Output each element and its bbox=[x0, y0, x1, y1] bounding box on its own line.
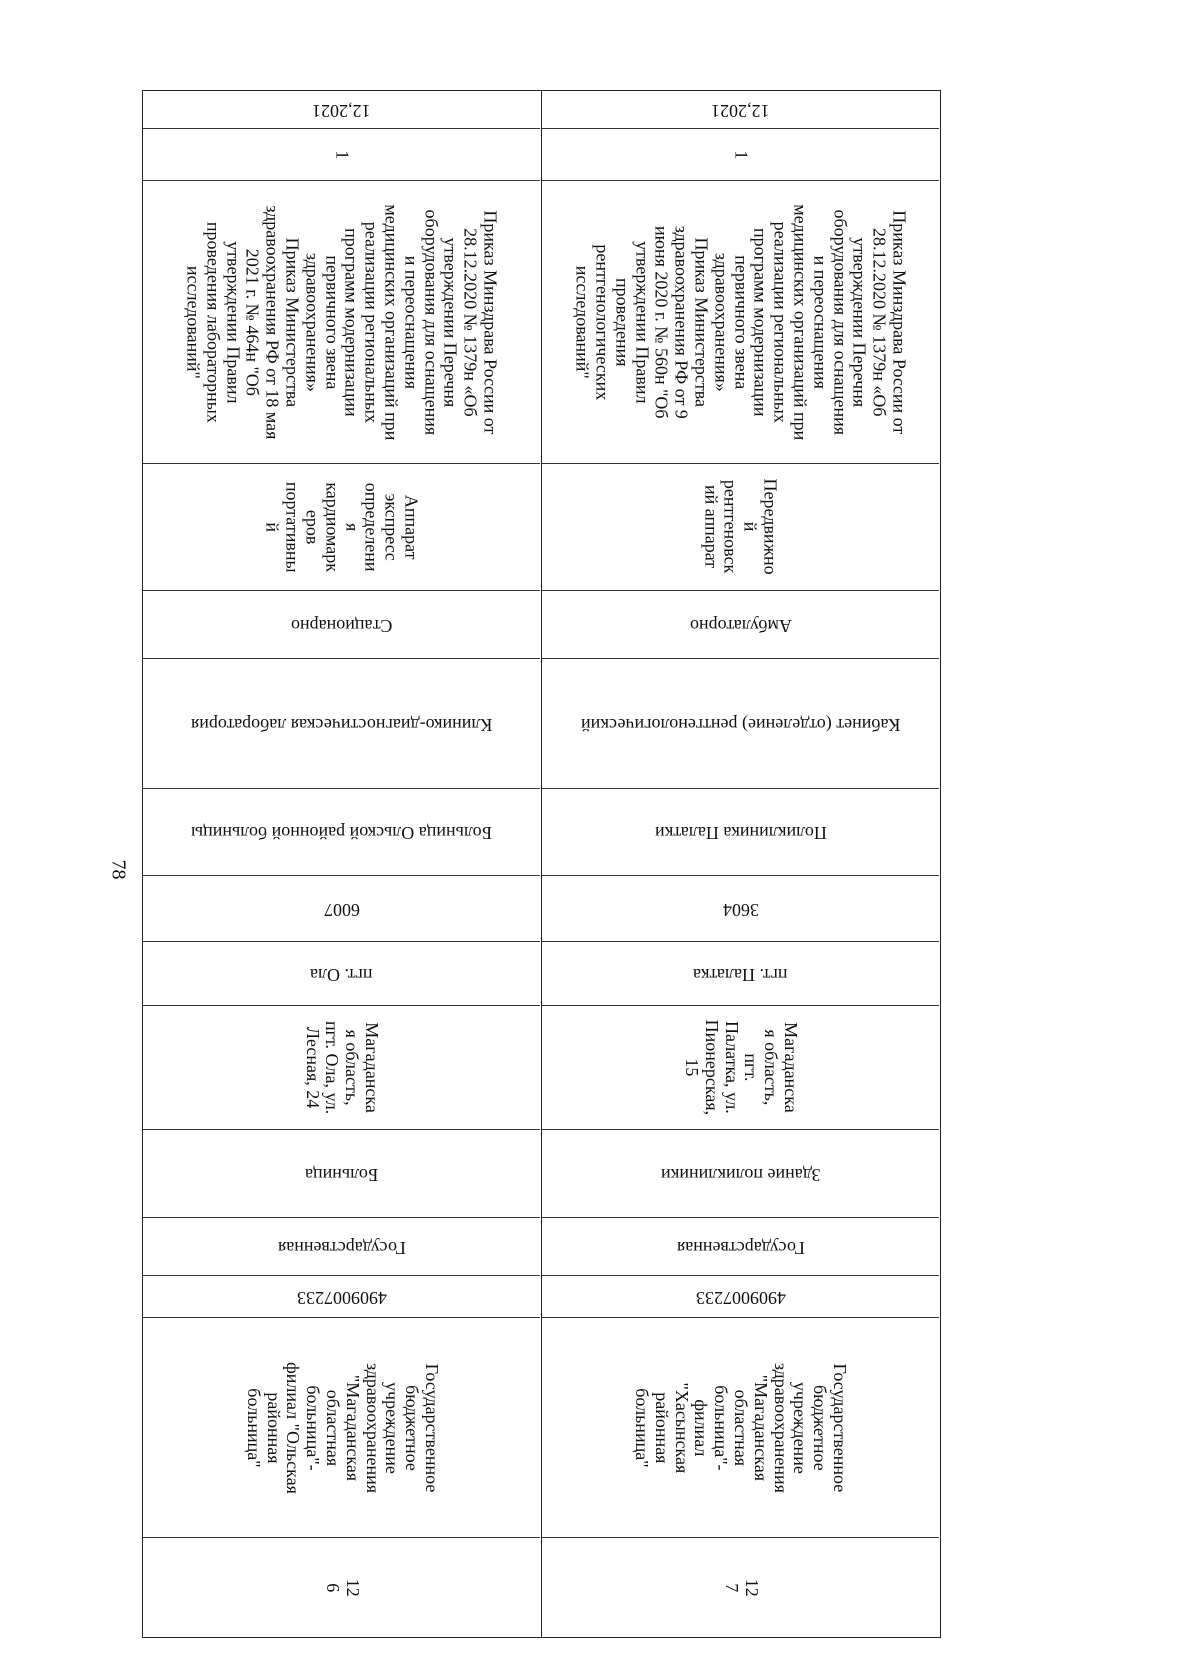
care-form-text: Стационарно bbox=[290, 615, 393, 636]
cell-quantity bbox=[143, 128, 540, 180]
cell-building bbox=[143, 1129, 540, 1217]
cell-legal-basis bbox=[143, 180, 540, 463]
cell-department bbox=[542, 658, 939, 788]
cell-inn bbox=[542, 1275, 939, 1317]
quantity-text: 1 bbox=[332, 149, 353, 159]
date-text: 12,2021 bbox=[312, 100, 371, 121]
cell-population bbox=[143, 875, 540, 941]
row-number-text: 12 6 bbox=[322, 1578, 363, 1597]
cell-facility bbox=[143, 788, 540, 875]
address-text: Магаданска я область, пгт. Палатка, ул. Пионерская, 15 bbox=[681, 1019, 801, 1116]
inn-text: 4909007233 bbox=[695, 1287, 786, 1308]
row-number-text: 12 7 bbox=[721, 1578, 762, 1597]
cell-ownership bbox=[143, 1217, 540, 1275]
equipment-text: Аппарат экспресс определени я кардиомарк еров портативны й bbox=[263, 481, 422, 573]
quantity-text: 1 bbox=[731, 149, 752, 159]
cell-ownership bbox=[542, 1217, 939, 1275]
page-number: 78 bbox=[107, 859, 130, 880]
locality-text: пгт. Палатка bbox=[693, 964, 788, 985]
population-text: 3604 bbox=[722, 899, 759, 920]
cell-building bbox=[542, 1129, 939, 1217]
cell-facility bbox=[542, 788, 939, 875]
cell-number bbox=[143, 1537, 540, 1637]
cell-number bbox=[542, 1537, 939, 1637]
facility-text: Больница Ольской районной больницы bbox=[191, 822, 492, 843]
cell-date bbox=[542, 91, 939, 128]
cell-equipment bbox=[542, 463, 939, 590]
department-text: Кабинет (отделение) рентгенологический bbox=[580, 714, 901, 735]
equipment-table bbox=[142, 90, 941, 1638]
building-text: Больница bbox=[304, 1164, 379, 1185]
care-form-text: Амбулаторно bbox=[689, 615, 792, 636]
cell-population bbox=[542, 875, 939, 941]
date-text: 12,2021 bbox=[711, 100, 770, 121]
cell-inn bbox=[143, 1275, 540, 1317]
inn-text: 4909007233 bbox=[296, 1287, 387, 1308]
cell-institution bbox=[542, 1317, 939, 1537]
cell-legal-basis bbox=[542, 180, 939, 463]
cell-date bbox=[143, 91, 540, 128]
facility-text: Поликлиника Палатки bbox=[654, 822, 827, 843]
cell-quantity bbox=[542, 128, 939, 180]
cell-care-form bbox=[542, 590, 939, 658]
locality-text: пгт. Ола bbox=[310, 964, 373, 985]
institution-text: Государственное бюджетное учреждение здравоохранения "Магаданская областная больница"- филиал "Ольская районная больница" bbox=[243, 1361, 442, 1494]
equipment-text: Передвижно й рентгеновск ий аппарат bbox=[701, 478, 782, 576]
ownership-text: Государственная bbox=[676, 1237, 805, 1258]
cell-address bbox=[143, 1005, 540, 1129]
cell-care-form bbox=[143, 590, 540, 658]
department-text: Клинико-диагностическая лаборатория bbox=[190, 714, 493, 735]
institution-text: Государственное бюджетное учреждение здравоохранения "Магаданская областная больница"- филиал "Хасынская районная больница" bbox=[632, 1362, 851, 1493]
cell-locality bbox=[542, 941, 939, 1005]
population-text: 6007 bbox=[323, 899, 360, 920]
ownership-text: Государственная bbox=[277, 1237, 406, 1258]
table-row bbox=[542, 90, 941, 1638]
cell-institution bbox=[143, 1317, 540, 1537]
legal-basis-text: Приказ Минздрава России от 28.12.2020 № 1379н «Об утверждении Перечня оборудования для оснащения и переоснащения медицинских организаций при реализации региональных программ модернизации первичного звена здравоохранения» Приказ Министерства здравоохранения РФ от 18 мая 2021 г. № 464н "Об утверждении Правил проведения лабораторных исследований" bbox=[183, 203, 501, 441]
table-row bbox=[143, 90, 542, 1638]
address-text: Магаданска я область, пгт. Ола, ул. Лесная, 24 bbox=[302, 1020, 383, 1115]
cell-equipment bbox=[143, 463, 540, 590]
building-text: Здание поликлиники bbox=[660, 1164, 821, 1185]
legal-basis-text: Приказ Минздрава России от 28.12.2020 № 1379н «Об утверждении Перечня оборудования для оснащения и переоснащения медицинских организаций при реализации региональных программ модернизации первичного звена здравоохранения» Приказ Министерства здравоохранения РФ от 9 июня 2020 г. № 560н "Об утверждении Правил проведения рентгенологических исследований" bbox=[573, 203, 910, 441]
cell-department bbox=[143, 658, 540, 788]
cell-address bbox=[542, 1005, 939, 1129]
cell-locality bbox=[143, 941, 540, 1005]
